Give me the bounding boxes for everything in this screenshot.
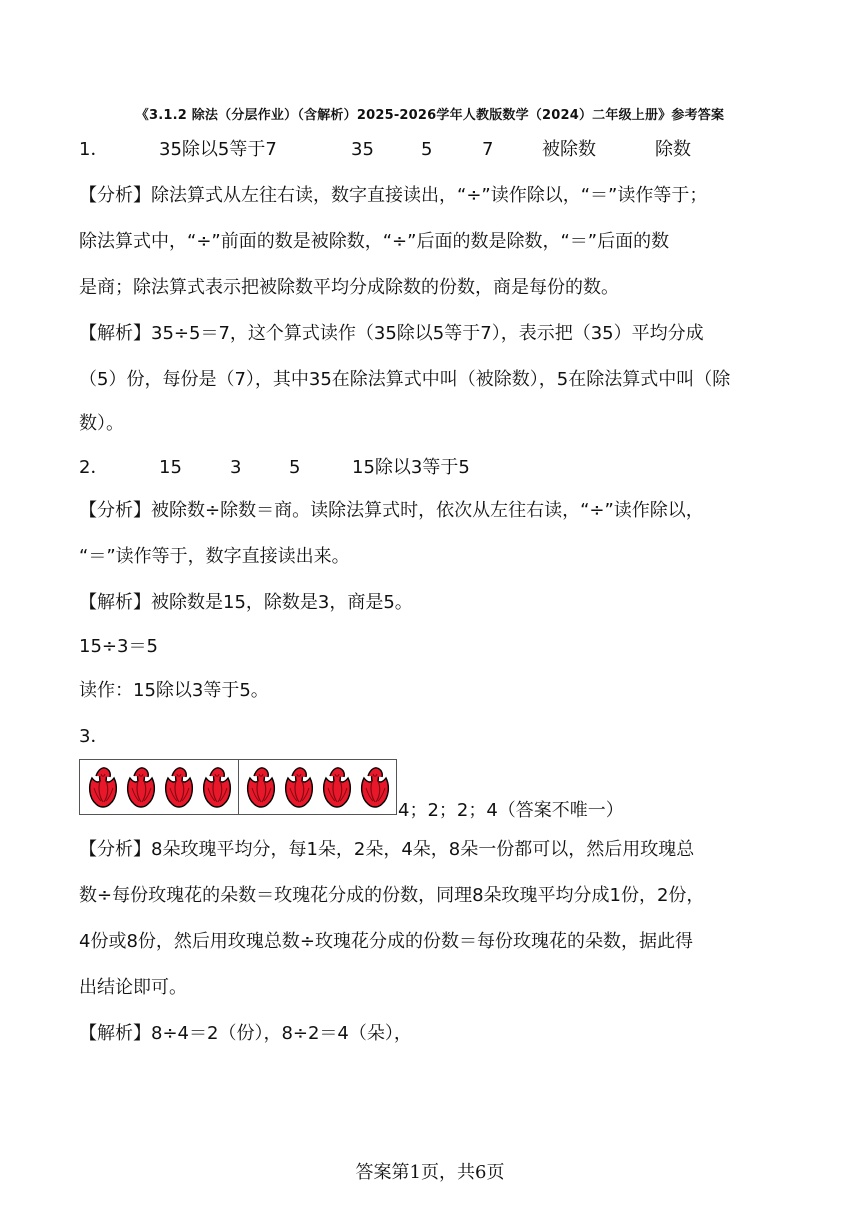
q2-reading: 读作：15除以3等于5。	[79, 680, 269, 701]
q1-answer-1: 35除以5等于7	[159, 139, 277, 160]
q2-analysis-line-2: “＝”读作等于，数字直接读出来。	[79, 546, 350, 567]
q2-answer-3: 5	[289, 457, 301, 478]
rose-icon	[124, 764, 158, 810]
page-footer: 答案第1页，共6页	[355, 1162, 505, 1183]
q2-solution-line-1: 【解析】被除数是15，除数是3，商是5。	[79, 592, 413, 613]
q2-answer-1: 15	[159, 457, 182, 478]
q2-answer-line	[79, 456, 579, 480]
q1-solution-line-1: 【解析】35÷5＝7，这个算式读作（35除以5等于7），表示把（35）平均分成	[79, 323, 704, 344]
q2-number: 2．	[79, 457, 109, 478]
q1-answer-line	[79, 138, 799, 162]
q3-analysis-line-3: 4份或8份，然后用玫瑰总数÷玫瑰花分成的份数＝每份玫瑰花的朵数，据此得	[79, 931, 693, 952]
rose-icon	[244, 764, 278, 810]
q1-number: 1．	[79, 139, 109, 160]
q1-answer-4: 7	[482, 139, 494, 160]
rose-icon	[282, 764, 316, 810]
rose-icon	[358, 764, 392, 810]
q1-answer-2: 35	[351, 139, 374, 160]
q1-solution-line-3: 数）。	[79, 413, 124, 434]
document-title: 《3.1.2 除法（分层作业）（含解析）2025-2026学年人教版数学（2024）二年级上册》参考答案	[135, 108, 725, 123]
rose-icon	[162, 764, 196, 810]
q3-answer: 4；2；2；4（答案不唯一）	[398, 800, 624, 821]
q2-analysis-line-1: 【分析】被除数÷除数＝商。读除法算式时，依次从左往右读，“÷”读作除以，	[79, 500, 704, 521]
rose-icon	[200, 764, 234, 810]
q1-analysis-line-3: 是商；除法算式表示把被除数平均分成除数的份数，商是每份的数。	[79, 277, 619, 298]
q3-analysis-line-4: 出结论即可。	[79, 977, 187, 998]
q3-analysis-line-2: 数÷每份玫瑰花的朵数＝玫瑰花分成的份数，同理8朵玫瑰平均分成1份，2份，	[79, 885, 705, 906]
q2-equation: 15÷3＝5	[79, 636, 158, 657]
q2-answer-4: 15除以3等于5	[352, 457, 470, 478]
q1-solution-line-2: （5）份，每份是（7），其中35在除法算式中叫（被除数），5在除法算式中叫（除	[79, 369, 731, 390]
rose-icon	[320, 764, 354, 810]
rose-icon	[86, 764, 120, 810]
q3-analysis-line-1: 【分析】8朵玫瑰平均分，每1朵，2朵，4朵，8朵一份都可以，然后用玫瑰总	[79, 839, 695, 860]
group-divider	[238, 760, 239, 814]
q2-answer-2: 3	[230, 457, 242, 478]
q3-number: 3．	[79, 726, 109, 747]
q1-answer-6: 除数	[655, 139, 691, 160]
q1-analysis-line-2: 除法算式中，“÷”前面的数是被除数，“÷”后面的数是除数，“＝”后面的数	[79, 231, 670, 252]
rose-groups-figure	[79, 759, 397, 815]
q1-analysis-line-1: 【分析】除法算式从左往右读，数字直接读出，“÷”读作除以，“＝”读作等于；	[79, 185, 708, 206]
q3-solution-line-1: 【解析】8÷4＝2（份），8÷2＝4（朵），	[79, 1023, 412, 1044]
q1-answer-3: 5	[421, 139, 433, 160]
q1-answer-5: 被除数	[542, 139, 596, 160]
